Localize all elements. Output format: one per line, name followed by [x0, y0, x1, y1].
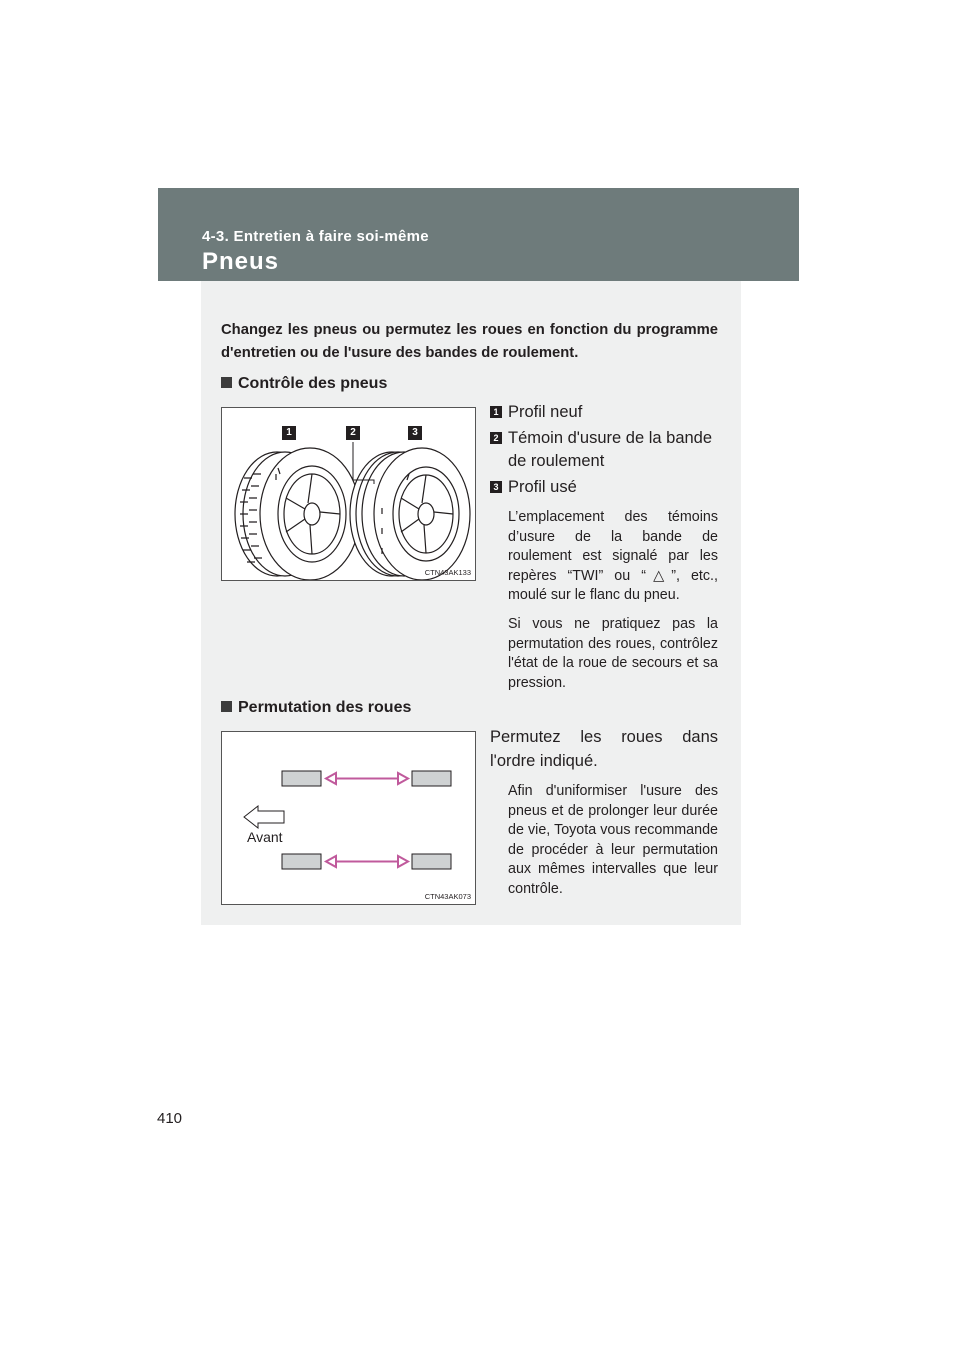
new-tread-tire — [235, 448, 360, 580]
rotation-lead: Permutez les roues dans l'ordre indiqué. — [490, 728, 718, 770]
figure-code: CTN43AK133 — [424, 568, 471, 577]
list-item: 1 Profil neuf — [490, 401, 720, 425]
callout-1: 1 — [282, 426, 296, 440]
section-label: 4-3. Entretien à faire soi-même — [202, 228, 429, 245]
front-direction-arrow — [244, 806, 284, 828]
rotation-figure — [221, 731, 476, 905]
square-bullet-icon — [221, 377, 232, 388]
front-label: Avant — [247, 829, 283, 845]
number-badge: 2 — [490, 432, 502, 444]
rear-right-wheel — [412, 854, 451, 869]
front-left-wheel — [282, 771, 321, 786]
figure-code: CTN43AK073 — [424, 892, 471, 901]
swap-arrow-front — [326, 773, 408, 784]
swap-arrow-rear — [326, 856, 408, 867]
rotation-heading: Permutation des roues — [221, 699, 411, 717]
rotation-diagram — [222, 732, 475, 904]
list-item: 3 Profil usé — [490, 476, 720, 500]
callout-2: 2 — [346, 426, 360, 440]
tread-legend-list — [490, 401, 720, 499]
rear-left-wheel — [282, 854, 321, 869]
spare-note: Si vous ne pratiquez pas la permutation des roues, contrôlez l'état de la roue de secours et sa pression. — [508, 616, 718, 691]
worn-tread-tire — [350, 448, 470, 580]
twi-note: L’emplacement des témoins d’usure de la bande de roulement est signalé par les repères “TWI” ou “△”, etc., moulé sur le flanc du pneu. — [508, 509, 718, 603]
number-badge: 3 — [490, 481, 502, 493]
intro-text: Changez les pneus ou permutez les roues en fonction du programme d'entretien ou de l'usure des bandes de roulement. — [221, 322, 718, 361]
page-number: 410 — [157, 1110, 183, 1127]
rotation-note: Afin d'uniformiser l'usure des pneus et de prolonger leur durée de vie, Toyota vous recommande de procéder à leur permutation aux mêmes intervalles que leur contrôle. — [508, 783, 718, 897]
page-title: Pneus — [202, 248, 280, 275]
check-heading: Contrôle des pneus — [221, 375, 387, 393]
callout-3: 3 — [408, 426, 422, 440]
list-item: 2 Témoin d'usure de la bande de roulement — [490, 427, 720, 474]
square-bullet-icon — [221, 701, 232, 712]
tire-figure — [221, 407, 476, 581]
number-badge: 1 — [490, 406, 502, 418]
content-panel — [201, 281, 741, 925]
front-right-wheel — [412, 771, 451, 786]
section-header — [158, 188, 799, 281]
